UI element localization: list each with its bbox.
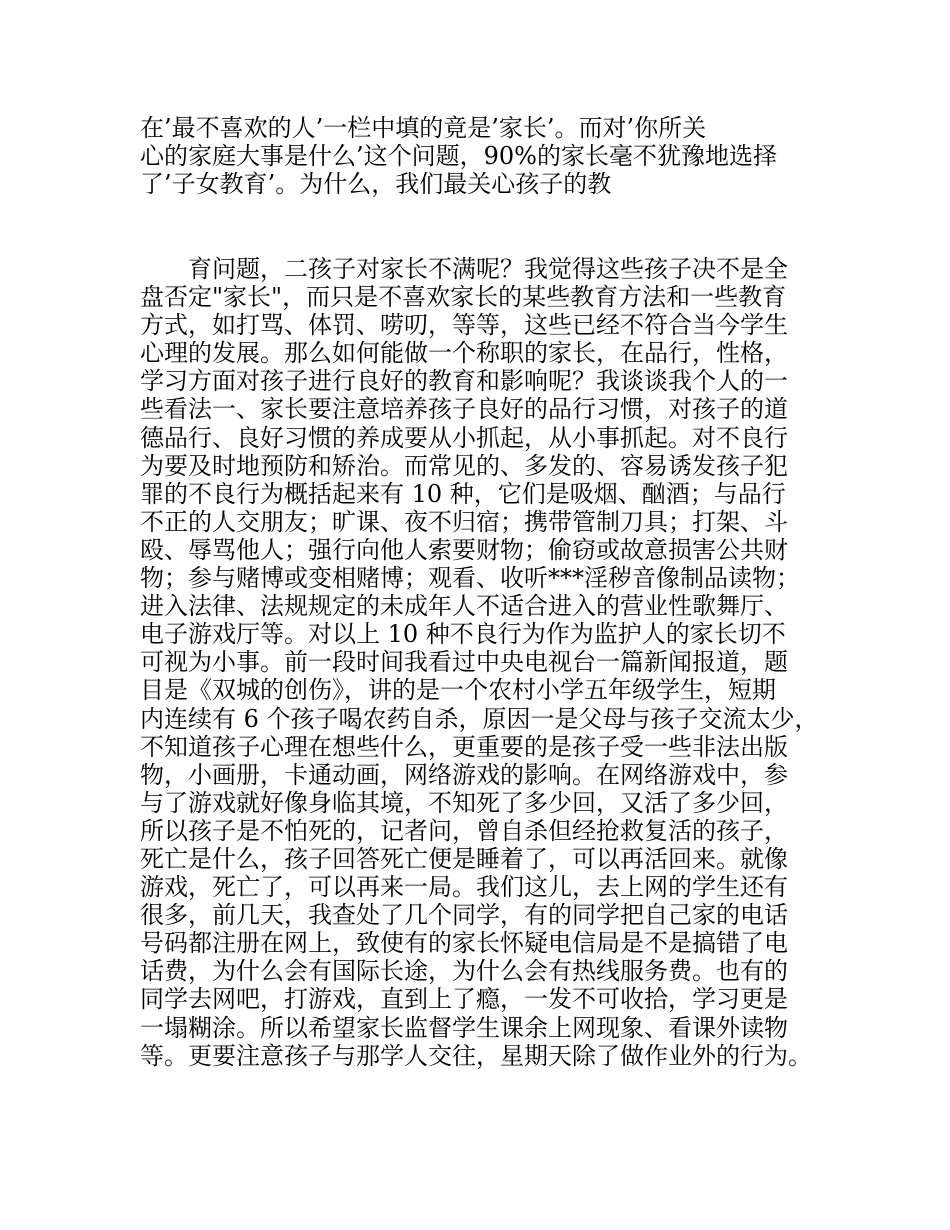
text-line: 方式，如打骂、体罚、唠叨，等等，这些已经不符合当今学生	[140, 311, 788, 340]
text-line: 与了游戏就好像身临其境，不知死了多少回，又活了多少回，	[140, 788, 788, 817]
text-line: 育问题，二孩子对家长不满呢？我觉得这些孩子决不是全	[140, 255, 788, 283]
text-line: 殴、辱骂他人；强行向他人索要财物；偷窃或故意损害公共财	[140, 535, 788, 564]
text-line: 为要及时地预防和矫治。而常见的、多发的、容易诱发孩子犯	[140, 451, 788, 480]
text-line: 一塌糊涂。所以希望家长监督学生课余上网现象、看课外读物	[140, 1013, 788, 1042]
text-line: 号码都注册在网上，致使有的家长怀疑电信局是不是搞错了电	[140, 929, 788, 958]
text-line: 心的家庭大事是什么’这个问题，90%的家长毫不犹豫地选择	[140, 142, 777, 171]
text-line: 可视为小事。前一段时间我看过中央电视台一篇新闻报道，题	[140, 648, 788, 677]
text-line: 盘否定"家长"，而只是不喜欢家长的某些教育方法和一些教育	[140, 283, 787, 312]
text-line: 学习方面对孩子进行良好的教育和影响呢？我谈谈我个人的一	[140, 367, 788, 396]
text-line: 同学去网吧，打游戏，直到上了瘾，一发不可收拾，学习更是	[140, 985, 788, 1014]
text-line: 不知道孩子心理在想些什么，更重要的是孩子受一些非法出版	[140, 732, 788, 761]
text-line: 等。更要注意孩子与那学人交往，星期天除了做作业外的行为。	[140, 1041, 812, 1070]
text-line: 不正的人交朋友；旷课、夜不归宿；携带管制刀具；打架、斗	[140, 507, 788, 536]
text-line: 物，小画册，卡通动画，网络游戏的影响。在网络游戏中，参	[140, 760, 788, 789]
text-line: 在’最不喜欢的人’一栏中填的竟是’家长’。而对’你所关	[140, 114, 707, 142]
text-line: 所以孩子是不怕死的，记者问，曾自杀但经抢救复活的孩子，	[140, 816, 788, 845]
text-line: 目是《双城的创伤》，讲的是一个农村小学五年级学生，短期	[140, 676, 776, 705]
text-line: 进入法律、法规规定的未成年人不适合进入的营业性歌舞厅、	[140, 592, 788, 621]
text-line: 罪的不良行为概括起来有 10 种，它们是吸烟、酗酒；与品行	[140, 479, 786, 508]
paragraph-1	[140, 114, 840, 198]
text-line: 物；参与赌博或变相赌博；观看、收听***淫秽音像制品读物；	[140, 564, 800, 593]
text-line: 死亡是什么，孩子回答死亡便是睡着了，可以再活回来。就像	[140, 844, 788, 873]
text-line: 了’子女教育’。为什么，我们最关心孩子的教	[140, 170, 612, 199]
paragraph-2	[140, 255, 840, 1070]
text-line: 话费，为什么会有国际长途，为什么会有热线服务费。也有的	[140, 957, 788, 986]
text-line: 内连续有 6 个孩子喝农药自杀，原因一是父母与孩子交流太少，	[140, 704, 819, 733]
text-line: 很多，前几天，我查处了几个同学，有的同学把自己家的电话	[140, 901, 788, 930]
text-line: 些看法一、家长要注意培养孩子良好的品行习惯，对孩子的道	[140, 395, 788, 424]
text-line: 游戏，死亡了，可以再来一局。我们这儿，去上网的学生还有	[140, 873, 788, 902]
text-line: 电子游戏厅等。对以上 10 种不良行为作为监护人的家长切不	[140, 620, 786, 649]
text-line: 心理的发展。那么如何能做一个称职的家长，在品行，性格，	[140, 339, 788, 368]
text-line: 德品行、良好习惯的养成要从小抓起，从小事抓起。对不良行	[140, 423, 788, 452]
